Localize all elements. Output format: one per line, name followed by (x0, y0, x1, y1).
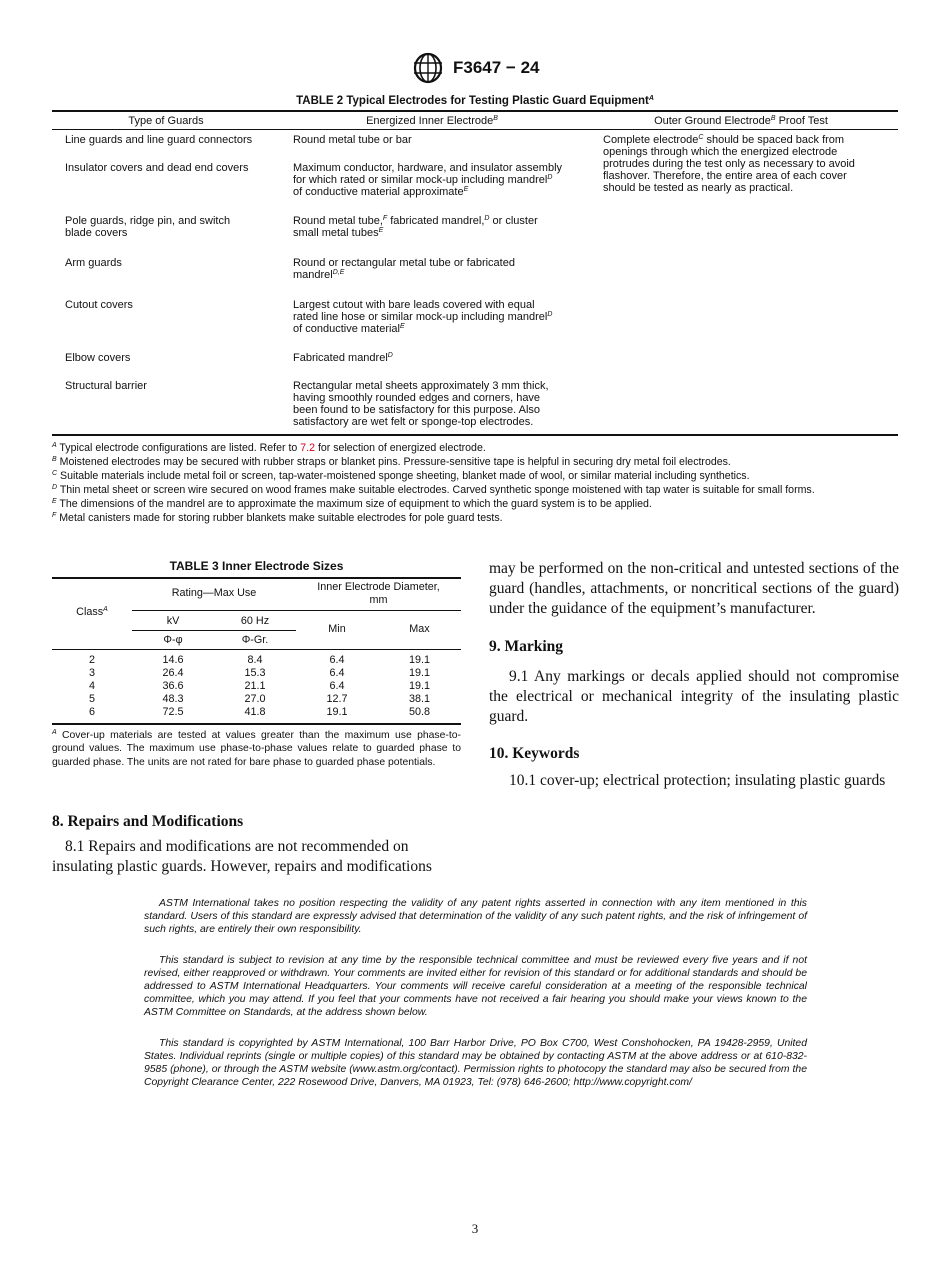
footnote: $^B$ Moistened electrodes may be secured with rubber straps or blanket pins. Pressure-sensitive tape is helpful in securing dry metal foil electrodes. (52, 456, 731, 468)
legal-notices (144, 897, 807, 1106)
document-id: F3647 − 24 (453, 58, 540, 77)
table3-cell: 21.1 (244, 680, 266, 692)
table3-header-max: Max (409, 623, 430, 635)
table3-header-hz: 60 Hz (240, 615, 270, 627)
table3-header-phase-ground: Φ-Gr. (241, 634, 269, 646)
table2-header-type: Type of Guards (128, 115, 204, 127)
table2-row-type: Structural barrier (65, 380, 147, 392)
table3-cell: 19.1 (408, 654, 430, 666)
table3-cell: 15.3 (244, 667, 266, 679)
table3-cell: 6.4 (329, 667, 345, 679)
table2-row-type: Arm guards (65, 257, 122, 269)
table2-row-inner: Maximum conductor, hardware, and insulator assembly for which rated or similar mock-up including mandrel$^D$ of conductive material approximate$^E$ (293, 162, 563, 198)
table3-cell: 4 (88, 680, 95, 692)
table3-cell: 72.5 (162, 706, 184, 718)
table3-cell: 12.7 (326, 693, 348, 705)
table3-header-min: Min (328, 623, 346, 635)
table3-title: TABLE 3 Inner Electrode Sizes (169, 559, 344, 573)
table3-cell: 26.4 (162, 667, 184, 679)
section-10-1-paragraph: 10.1 cover-up; electrical protection; insulating plastic guards (509, 772, 886, 789)
table2-row-type: Elbow covers (65, 352, 131, 364)
table3-bottom-rule (52, 723, 461, 725)
table3-header-kv: kV (166, 615, 180, 627)
table3-cell: 19.1 (408, 680, 430, 692)
section-10-heading: 10. Keywords (489, 745, 580, 762)
table3-cell: 2 (88, 654, 95, 666)
table2-bottom-rule (52, 434, 898, 436)
section-9-heading: 9. Marking (489, 638, 564, 655)
table2-row-type: Pole guards, ridge pin, and switch blade covers (65, 215, 231, 239)
table3-cell: 48.3 (162, 693, 184, 705)
table2-title: TABLE 2 Typical Electrodes for Testing Plastic Guard Equipment$^A$ (296, 95, 654, 107)
footnote: $^E$ The dimensions of the mandrel are to approximate the maximum size of equipment to which the guard system is to be applied. (52, 498, 652, 510)
table3-top-rule (52, 577, 461, 579)
table2-row-type: Line guards and line guard connectors (65, 134, 253, 146)
table2-row-type: Cutout covers (65, 299, 133, 311)
footnote: $^D$ Thin metal sheet or screen wire secured on wood frames make suitable electrodes. Carved synthetic sponge moistened with tap water is suitable for small forms. (52, 484, 815, 496)
section-8-heading: 8. Repairs and Modifications (52, 813, 244, 830)
table2-footnotes (52, 441, 912, 525)
table2-row-type: Insulator covers and dead end covers (65, 162, 249, 174)
page-header (0, 52, 950, 84)
table3-cell: 3 (88, 667, 95, 679)
table3-header-class: Class$^A$ (76, 606, 108, 618)
table3-header-rule (52, 649, 461, 650)
table2-header-rule (52, 129, 898, 130)
table2-row-inner: Largest cutout with bare leads covered with equal rated line hose or similar mock-up including mandrel$^D$ of conductive material$^E$ (293, 299, 553, 335)
table3-sub-rule (132, 610, 461, 611)
section-9-1-paragraph: 9.1 Any markings or decals applied should not compromise the electrical or mechanical integrity of the insulating plastic guard. (489, 668, 899, 725)
table2-top-rule (52, 110, 898, 112)
table2-outer-text: Complete electrode$^C$ should be spaced back from openings through which the energized electrode protrudes during the test only as necessary to avoid flashover. Therefore, the entire area of each cover should be tested as nearly as practical. (603, 134, 855, 194)
patent-notice: ASTM International takes no position respecting the validity of any patent rights asserted in connection with any item mentioned in this standard. Users of this standard are expressly advised that determination of the validity of any such patent rights, and the risk of infringement of such rights, are entirely their own responsibility. (144, 898, 807, 936)
footnote: $^A$ Typical electrode configurations are listed. Refer to 7.2 for selection of energized electrode. (52, 442, 486, 454)
table2-row-inner: Round or rectangular metal tube or fabricated mandrel$^{D,E}$ (293, 257, 515, 281)
revision-notice: This standard is subject to revision at any time by the responsible technical committee and must be reviewed every five years and if not revised, either reapproved or withdrawn. Your comments are invited either for revision of this standard or for additional standards and should be addressed to ASTM International Headquarters. Your comments will receive careful consideration at a meeting of the responsible technical committee, which you may attend. If you feel that your comments have not received a fair hearing you should make your views known to the ASTM Committee on Standards, at the address shown below. (144, 954, 807, 1019)
table3-cell: 38.1 (408, 693, 430, 705)
copyright-notice: This standard is copyrighted by ASTM International, 100 Barr Harbor Drive, PO Box C700, West Conshohocken, PA 19428-2959, United States. Individual reprints (single or multiple copies) of this standard may be obtained by contacting ASTM at the above address or at 610-832-9585 (phone), or through the ASTM website (www.astm.org/contact). Permission rights to photocopy the standard may also be secured from the Copyright Clearance Center, 222 Rosewood Drive, Danvers, MA 01923, Tel: (978) 646-2600; http://www.copyright.com/ (144, 1037, 807, 1089)
astm-logo-icon (410, 52, 446, 84)
table2-row-inner: Fabricated mandrel$^D$ (293, 352, 393, 364)
table3-cell: 41.8 (244, 706, 266, 718)
table3-cell: 6 (88, 706, 95, 718)
table3-cell: 14.6 (162, 654, 184, 666)
table3-footnote: $^A$ Cover-up materials are tested at values greater than the maximum use phase-to-ground values. The maximum use phase-to-phase values relate to guarded phase to guarded phase. The units are not rated for bare phase to guarded phase potentials. (52, 729, 461, 768)
table2-header-inner: Energized Inner Electrode$^B$ (366, 115, 498, 127)
table3-cell: 36.6 (162, 680, 184, 692)
table3-cell: 19.1 (408, 667, 430, 679)
table3-cell: 6.4 (329, 654, 345, 666)
table2-row-inner: Round metal tube or bar (293, 134, 412, 146)
footnote: $^F$ Metal canisters made for storing rubber blankets make suitable electrodes for pole guard tests. (52, 512, 503, 524)
section-8-1-continued: may be performed on the non-critical and untested sections of the guard (handles, attachments, or noncritical sections of the guard) under the guidance of the equipment’s manufacturer. (489, 560, 899, 617)
table3-header-rating: Rating—Max Use (171, 587, 257, 599)
table3-cell: 27.0 (244, 693, 266, 705)
table3-cell: 50.8 (408, 706, 430, 718)
table3-cell: 8.4 (247, 654, 263, 666)
table3-header-diameter: Inner Electrode Diameter, mm (317, 581, 440, 606)
table2-row-inner: Round metal tube,$^F$ fabricated mandrel,$^D$ or cluster small metal tubes$^E$ (293, 215, 538, 239)
footnote: $^C$ Suitable materials include metal foil or screen, tap-water-moistened sponge sheeting, blanket made of wool, or similar material including synthetics. (52, 470, 750, 482)
table3-cell: 19.1 (326, 706, 348, 718)
table2-header-outer: Outer Ground Electrode$^B$ Proof Test (654, 115, 828, 127)
table3-cell: 5 (88, 693, 95, 705)
section-8-1-paragraph: 8.1 Repairs and modifications are not recommended on insulating plastic guards. However, repairs and modifications (52, 838, 432, 875)
page-number: 3 (471, 1221, 479, 1236)
table2-row-inner: Rectangular metal sheets approximately 3 mm thick, having smoothly rounded edges and corners, have been found to be satisfactory for this purpose. Also satisfactory are wet felt or sponge-top electrodes. (293, 380, 549, 428)
table3-sub-rule (132, 630, 296, 631)
table3-cell: 6.4 (329, 680, 345, 692)
section-link[interactable]: 7.2 (300, 442, 315, 454)
table3-header-phase-phase: Φ-φ (163, 634, 183, 646)
